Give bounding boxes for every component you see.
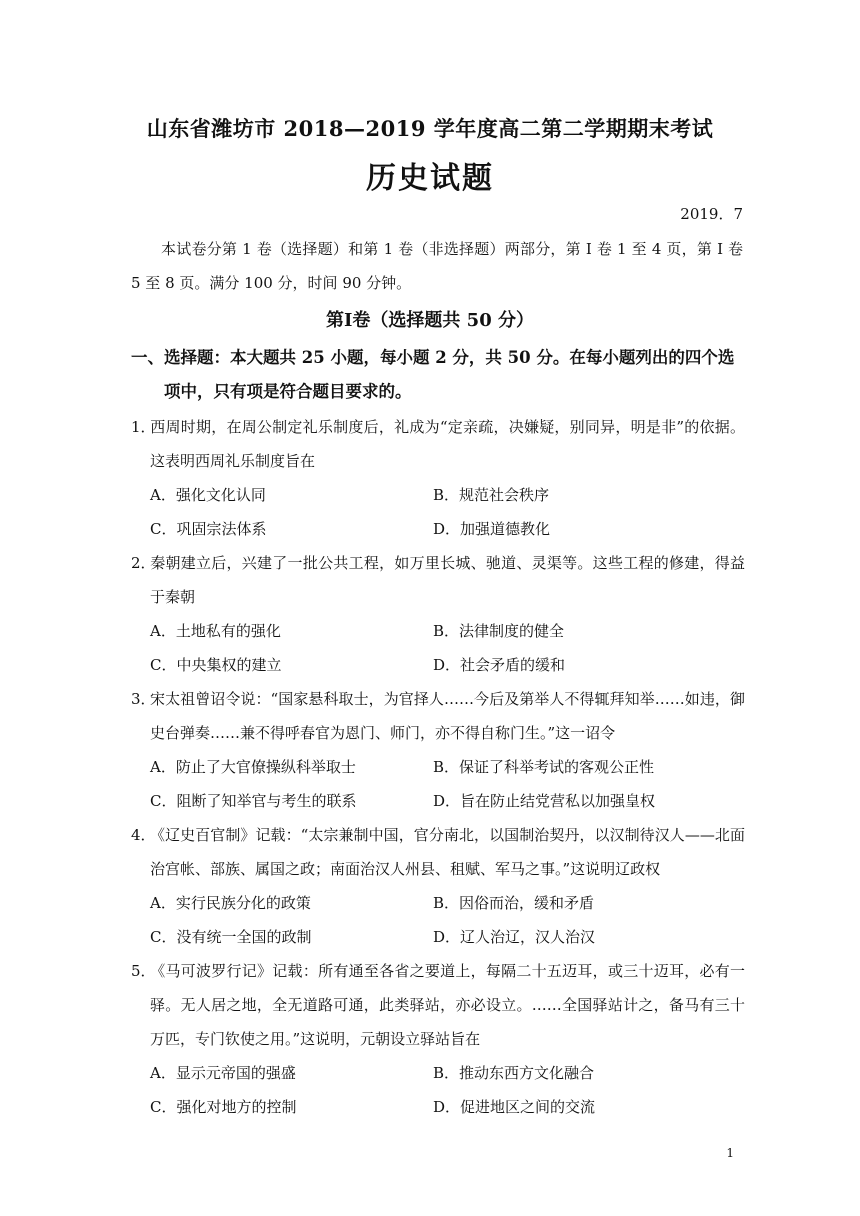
section-heading-line1: 一、选择题：本大题共 25 小题，每小题 2 分，共 50 分。在每小题列出的四个选	[131, 348, 735, 367]
question-stem	[131, 954, 745, 1056]
option-a: A．防止了大官僚操纵科举取士	[150, 758, 356, 776]
option-c: C．阻断了知举官与考生的联系	[150, 792, 357, 810]
question-number: 5．	[131, 962, 156, 980]
question-text: 秦朝建立后，兴建了一批公共工程，如万里长城、驰道、灵渠等。这些工程的修建，得益于秦朝	[150, 554, 745, 606]
part-one-title: 第Ⅰ卷（选择题共 50 分）	[325, 310, 534, 331]
option-c: C．没有统一全国的政制	[150, 928, 312, 946]
option-d: D．社会矛盾的缓和	[433, 656, 566, 674]
question-number: 3．	[131, 690, 156, 708]
question-stem	[131, 682, 745, 750]
page-number: 1	[726, 1146, 734, 1160]
section-heading	[131, 341, 746, 409]
option-d: D．促进地区之间的交流	[433, 1098, 596, 1116]
question-list	[131, 410, 745, 1124]
option-a: A．土地私有的强化	[150, 622, 281, 640]
question-stem	[131, 818, 745, 886]
exam-instructions: 本试卷分第 1 卷（选择题）和第 1 卷（非选择题）两部分，第 I 卷 1 至 4 页，第 I 卷 5 至 8 页。满分 100 分，时间 90 分钟。	[131, 240, 743, 292]
question-3	[131, 682, 745, 818]
subject-title: 历史试题	[366, 161, 494, 196]
option-grid	[131, 750, 745, 818]
section-heading-line2: 项中，只有项是符合题目要求的。	[164, 382, 412, 401]
option-grid	[131, 1056, 745, 1124]
option-b: B．推动东西方文化融合	[433, 1064, 595, 1082]
option-a: A．实行民族分化的政策	[150, 894, 311, 912]
question-text: 西周时期，在周公制定礼乐制度后，礼成为“定亲疏，决嫌疑，别同异，明是非”的依据。这表明西周礼乐制度旨在	[150, 418, 745, 470]
question-text: 《马可波罗行记》记载：所有通至各省之要道上，每隔二十五迈耳，或三十迈耳，必有一驿。无人居之地，全无道路可通，此类驿站，亦必设立。……全国驿站计之，备马有三十万匹，专门钦使之用。”这说明，元朝设立驿站旨在	[150, 962, 745, 1048]
question-stem	[131, 410, 745, 478]
question-text: 宋太祖曾诏令说：“国家悬科取士，为官择人……今后及第举人不得辄拜知举……如违，御史台弹奏……兼不得呼春官为恩门、师门，亦不得自称门生。”这一诏令	[150, 690, 745, 742]
option-d: D．辽人治辽，汉人治汉	[433, 928, 596, 946]
question-number: 2．	[131, 554, 156, 572]
question-number: 4．	[131, 826, 156, 844]
exam-header-title: 山东省潍坊市 2018—2019 学年度高二第二学期期末考试	[146, 116, 714, 141]
option-grid	[131, 478, 745, 546]
option-grid	[131, 614, 745, 682]
question-number: 1．	[131, 418, 156, 436]
question-1	[131, 410, 745, 546]
option-a: A．显示元帝国的强盛	[150, 1064, 296, 1082]
question-2	[131, 546, 745, 682]
option-c: C．中央集权的建立	[150, 656, 282, 674]
option-b: B．因俗而治，缓和矛盾	[433, 894, 595, 912]
question-5	[131, 954, 745, 1124]
option-c: C．强化对地方的控制	[150, 1098, 297, 1116]
option-c: C．巩固宗法体系	[150, 520, 267, 538]
question-4	[131, 818, 745, 954]
option-d: D．加强道德教化	[433, 520, 551, 538]
option-b: B．法律制度的健全	[433, 622, 565, 640]
exam-date: 2019．7	[680, 205, 743, 223]
option-a: A．强化文化认同	[150, 486, 266, 504]
option-b: B．规范社会秩序	[433, 486, 550, 504]
option-d: D．旨在防止结党营私以加强皇权	[433, 792, 656, 810]
question-stem	[131, 546, 745, 614]
option-b: B．保证了科举考试的客观公正性	[433, 758, 655, 776]
question-text: 《辽史百官制》记载：“太宗兼制中国，官分南北，以国制治契丹，以汉制待汉人——北面治宫帐、部族、属国之政；南面治汉人州县、租赋、军马之事。”这说明辽政权	[150, 826, 745, 878]
option-grid	[131, 886, 745, 954]
